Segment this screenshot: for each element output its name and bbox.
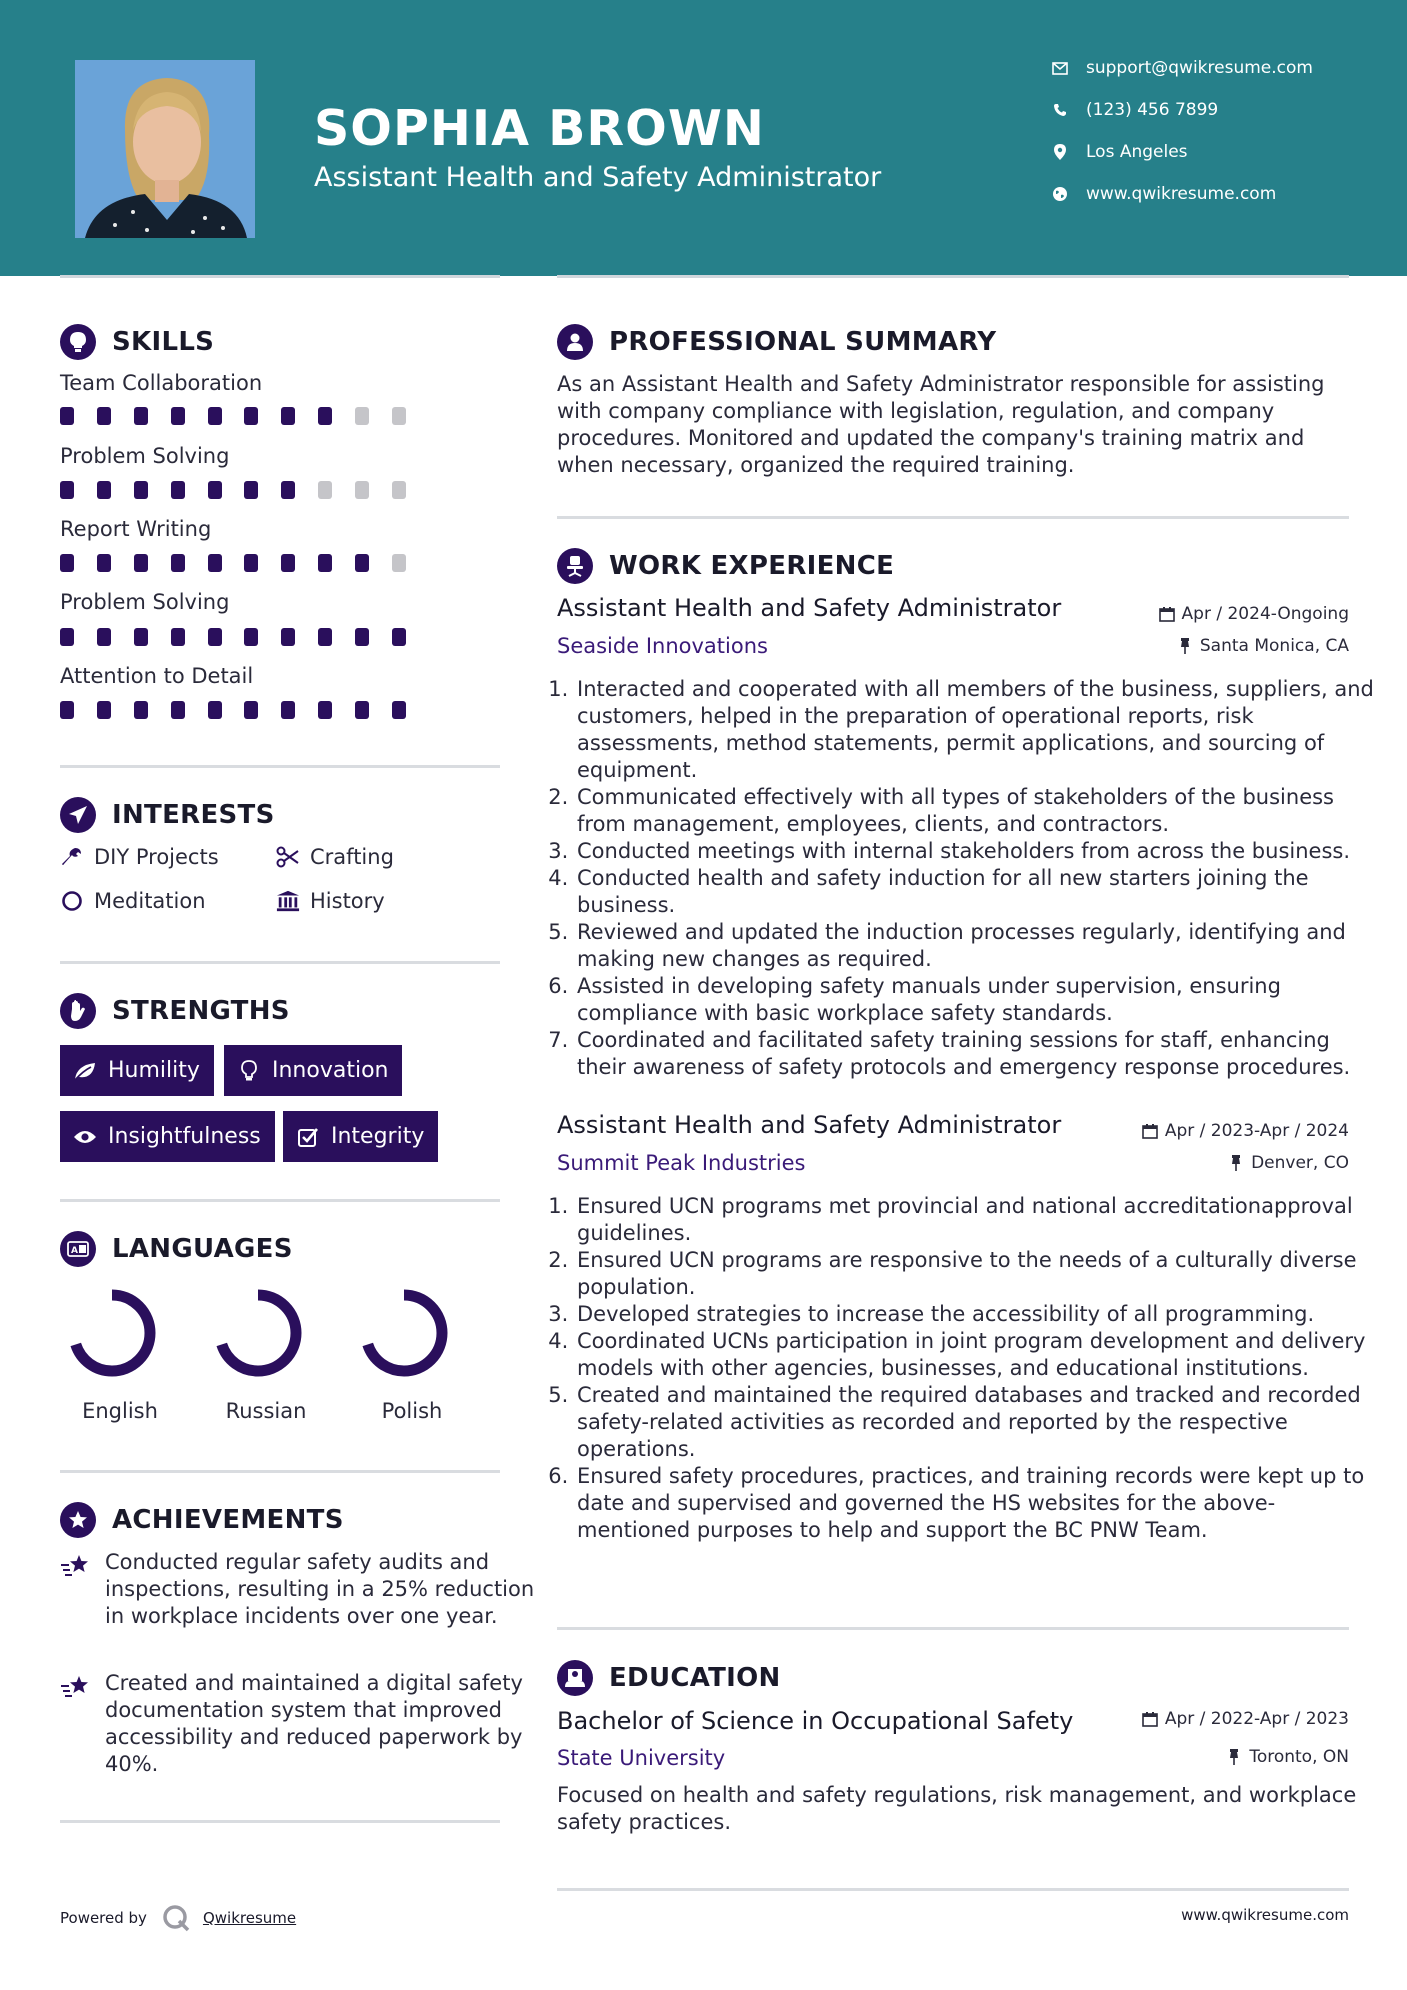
- rating-dot-filled: [171, 554, 185, 572]
- proficiency-arc: [74, 1295, 150, 1371]
- language-name: English: [82, 1399, 158, 1423]
- rating-dot-filled: [60, 481, 74, 499]
- divider: [60, 765, 500, 768]
- rating-dot-filled: [392, 701, 406, 719]
- footer-website[interactable]: www.qwikresume.com: [1181, 1906, 1349, 1924]
- rating-dot-filled: [97, 628, 111, 646]
- skill-name: Problem Solving: [60, 590, 230, 614]
- rating-dot-empty: [318, 481, 332, 499]
- rating-dot-filled: [60, 407, 74, 425]
- job-bullet: 3. Developed strategies to increase the accessibility of all programming.: [575, 1301, 1375, 1328]
- rating-dot-filled: [171, 628, 185, 646]
- footer-branding: Powered by Qwikresume: [60, 1903, 296, 1933]
- education-description: Focused on health and safety regulations, risk management, and workplace safety practices.: [557, 1783, 1357, 1834]
- shooting-star-icon: [60, 1674, 92, 1700]
- rating-dot-filled: [281, 481, 295, 499]
- divider: [557, 516, 1349, 519]
- rating-dot-filled: [318, 554, 332, 572]
- pushpin-icon: [1176, 637, 1194, 655]
- resume-header: [0, 0, 1407, 276]
- pushpin-icon: [1225, 1748, 1243, 1766]
- strengths-heading: STRENGTHS: [60, 993, 290, 1029]
- language-proficiency-ring: [208, 1283, 308, 1383]
- job-bullet: 4. Conducted health and safety induction for all new starters joining the business.: [575, 865, 1375, 919]
- divider: [557, 1888, 1349, 1891]
- rating-dot-filled: [97, 554, 111, 572]
- rating-dot-empty: [392, 554, 406, 572]
- envelope-icon: [1050, 58, 1070, 78]
- rating-dot-empty: [392, 407, 406, 425]
- rating-dot-filled: [208, 701, 222, 719]
- candidate-title: Assistant Health and Safety Administrator: [314, 162, 882, 193]
- rating-dot-filled: [244, 628, 258, 646]
- rating-dot-filled: [97, 407, 111, 425]
- job-bullet: 1. Ensured UCN programs met provincial and national accreditationapproval guidelines.: [575, 1193, 1375, 1247]
- divider: [557, 1627, 1349, 1630]
- rating-dot-filled: [171, 481, 185, 499]
- globe-icon: [1050, 184, 1070, 204]
- brand-link[interactable]: Qwikresume: [202, 1909, 297, 1927]
- rating-dot-filled: [244, 407, 258, 425]
- divider: [60, 1820, 500, 1823]
- rating-dot-filled: [97, 481, 111, 499]
- education-dates: Apr / 2022-Apr / 2023: [1141, 1709, 1349, 1729]
- rating-dot-filled: [318, 407, 332, 425]
- rating-dot-filled: [208, 481, 222, 499]
- job-bullets: [557, 676, 1375, 1081]
- header-divider-left: [60, 275, 500, 278]
- location-text: Los Angeles: [1086, 142, 1188, 162]
- school-name: State University: [557, 1746, 726, 1770]
- strength-tag: Insightfulness: [60, 1111, 275, 1162]
- website-text: www.qwikresume.com: [1086, 184, 1277, 204]
- interests-heading: INTERESTS: [60, 797, 275, 833]
- rating-dot-filled: [281, 628, 295, 646]
- office-chair-icon: [557, 548, 593, 584]
- rating-dot-filled: [134, 407, 148, 425]
- profile-photo: [75, 60, 255, 238]
- degree-title: Bachelor of Science in Occupational Safety: [557, 1707, 1074, 1735]
- museum-icon: [276, 889, 300, 913]
- job-bullet: 3. Conducted meetings with internal stakeholders from across the business.: [575, 838, 1375, 865]
- rating-dot-filled: [208, 407, 222, 425]
- eye-icon: [72, 1124, 98, 1150]
- rating-dot-filled: [281, 701, 295, 719]
- job-bullet: 6. Assisted in developing safety manuals under supervision, ensuring compliance with basic workplace safety standards.: [575, 973, 1375, 1027]
- skill-name: Problem Solving: [60, 444, 230, 468]
- calendar-icon: [1158, 605, 1176, 623]
- experience-heading: WORK EXPERIENCE: [557, 548, 894, 584]
- job-bullet: 2. Communicated effectively with all types of stakeholders of the business from management, employees, clients, and contractors.: [575, 784, 1375, 838]
- rating-dot-filled: [134, 701, 148, 719]
- phone-icon: [1050, 100, 1070, 120]
- skill-rating: [60, 481, 500, 499]
- skill-rating: [60, 554, 500, 572]
- language-proficiency-ring: [62, 1283, 162, 1383]
- rating-dot-filled: [281, 407, 295, 425]
- job-bullet: 1. Interacted and cooperated with all members of the business, suppliers, and customers, helped in the preparation of operational reports, risk assessments, method statements, permit applications, and sourcing of equipment.: [575, 676, 1375, 784]
- job-dates: Apr / 2023-Apr / 2024: [1141, 1121, 1349, 1141]
- divider: [60, 1470, 500, 1473]
- skill-rating: [60, 701, 500, 719]
- rating-dot-filled: [134, 554, 148, 572]
- lightbulb-icon: [236, 1058, 262, 1084]
- map-pin-icon: [1050, 142, 1070, 162]
- rating-dot-filled: [244, 701, 258, 719]
- language-name: Russian: [225, 1399, 307, 1423]
- contact-location: [1050, 142, 1188, 162]
- rating-dot-filled: [244, 481, 258, 499]
- divider: [60, 961, 500, 964]
- interest-item: History: [276, 889, 385, 913]
- skills-heading: SKILLS: [60, 324, 214, 360]
- calendar-icon: [1141, 1122, 1159, 1140]
- skill-name: Attention to Detail: [60, 664, 254, 688]
- rating-dot-filled: [60, 554, 74, 572]
- rating-dot-filled: [318, 628, 332, 646]
- rating-dot-filled: [244, 554, 258, 572]
- rating-dot-filled: [281, 554, 295, 572]
- language-proficiency-ring: [354, 1283, 454, 1383]
- strength-tag: Humility: [60, 1045, 214, 1096]
- rating-dot-empty: [392, 481, 406, 499]
- rating-dot-filled: [60, 701, 74, 719]
- shooting-star-icon: [60, 1553, 92, 1579]
- rating-dot-filled: [97, 701, 111, 719]
- rating-dot-filled: [318, 701, 332, 719]
- job-location: Santa Monica, CA: [1176, 636, 1349, 656]
- graduate-icon: [557, 1660, 593, 1696]
- company-name: Summit Peak Industries: [557, 1151, 806, 1175]
- rating-dot-empty: [355, 481, 369, 499]
- interest-item: Crafting: [276, 845, 394, 869]
- scissors-icon: [276, 845, 300, 869]
- circle-icon: [60, 889, 84, 913]
- candidate-name: SOPHIA BROWN: [314, 100, 765, 157]
- education-location: Toronto, ON: [1225, 1747, 1349, 1767]
- divider: [60, 1199, 500, 1202]
- rating-dot-filled: [355, 628, 369, 646]
- rating-dot-filled: [60, 628, 74, 646]
- skill-name: Team Collaboration: [60, 371, 263, 395]
- rating-dot-filled: [171, 407, 185, 425]
- job-bullet: 6. Ensured safety procedures, practices, and training records were kept up to date and supervised and governed the HS websites for the above-mentioned purposes to help and support the BC PNW Team.: [575, 1463, 1375, 1544]
- language-icon: [60, 1231, 96, 1267]
- user-icon: [557, 324, 593, 360]
- job-title: Assistant Health and Safety Administrator: [557, 1111, 1062, 1139]
- skill-name: Report Writing: [60, 517, 212, 541]
- skill-rating: [60, 407, 500, 425]
- summary-text: As an Assistant Health and Safety Administrator responsible for assisting with company compliance with legislation, regulation, and company procedures. Monitored and updated the company's training matrix and when necessary, organized the required training.: [557, 372, 1325, 477]
- header-divider-right: [557, 275, 1349, 278]
- qwikresume-logo-icon: [161, 1903, 191, 1933]
- rating-dot-filled: [171, 701, 185, 719]
- wrench-icon: [60, 845, 84, 869]
- job-bullet: 5. Reviewed and updated the induction processes regularly, identifying and making new changes as required.: [575, 919, 1375, 973]
- job-location: Denver, CO: [1227, 1153, 1349, 1173]
- pushpin-icon: [1227, 1154, 1245, 1172]
- hand-icon: [60, 993, 96, 1029]
- proficiency-arc: [220, 1295, 296, 1371]
- rating-dot-filled: [355, 554, 369, 572]
- phone-text: (123) 456 7899: [1086, 100, 1219, 120]
- rating-dot-filled: [208, 554, 222, 572]
- achievement-item: Created and maintained a digital safety documentation system that improved accessibility and reduced paperwork by 40%.: [60, 1670, 500, 1780]
- language-name: Polish: [381, 1399, 443, 1423]
- education-heading: EDUCATION: [557, 1660, 781, 1696]
- contact-website[interactable]: [1050, 184, 1276, 204]
- rating-dot-empty: [355, 407, 369, 425]
- rating-dot-filled: [134, 481, 148, 499]
- email-text: support@qwikresume.com: [1086, 58, 1313, 78]
- job-bullet: 7. Coordinated and facilitated safety training sessions for staff, enhancing their awareness of safety protocols and emergency response procedures.: [575, 1027, 1375, 1081]
- svg-text:A: A: [71, 1246, 78, 1256]
- job-bullet: 4. Coordinated UCNs participation in joint program development and delivery models with other agencies, businesses, and educational institutions.: [575, 1328, 1375, 1382]
- contact-phone[interactable]: [1050, 100, 1218, 120]
- star-badge-icon: [60, 1502, 96, 1538]
- job-bullets: [557, 1193, 1375, 1544]
- interest-item: Meditation: [60, 889, 206, 913]
- calendar-icon: [1141, 1710, 1159, 1728]
- languages-heading: A LANGUAGES: [60, 1231, 293, 1267]
- interest-item: DIY Projects: [60, 845, 219, 869]
- achievement-item: Conducted regular safety audits and inspections, resulting in a 25% reduction in workplace incidents over one year.: [60, 1549, 500, 1659]
- leaf-icon: [72, 1058, 98, 1084]
- contact-email[interactable]: [1050, 58, 1313, 78]
- company-name: Seaside Innovations: [557, 634, 768, 658]
- job-dates: Apr / 2024-Ongoing: [1158, 604, 1349, 624]
- skill-rating: [60, 628, 500, 646]
- check-square-icon: [295, 1124, 321, 1150]
- job-bullet: 2. Ensured UCN programs are responsive to the needs of a culturally diverse population.: [575, 1247, 1375, 1301]
- rating-dot-filled: [355, 701, 369, 719]
- strength-tag: Integrity: [283, 1111, 438, 1162]
- rating-dot-filled: [208, 628, 222, 646]
- proficiency-arc: [366, 1295, 442, 1371]
- strength-tag: Innovation: [224, 1045, 402, 1096]
- job-title: Assistant Health and Safety Administrator: [557, 594, 1062, 622]
- paper-plane-icon: [60, 797, 96, 833]
- job-bullet: 5. Created and maintained the required databases and tracked and recorded safety-related activities as recorded and reported by the respective operations.: [575, 1382, 1375, 1463]
- rating-dot-filled: [392, 628, 406, 646]
- rating-dot-filled: [134, 628, 148, 646]
- achievements-heading: ACHIEVEMENTS: [60, 1502, 344, 1538]
- summary-heading: PROFESSIONAL SUMMARY: [557, 324, 996, 360]
- lightbulb-icon: [60, 324, 96, 360]
